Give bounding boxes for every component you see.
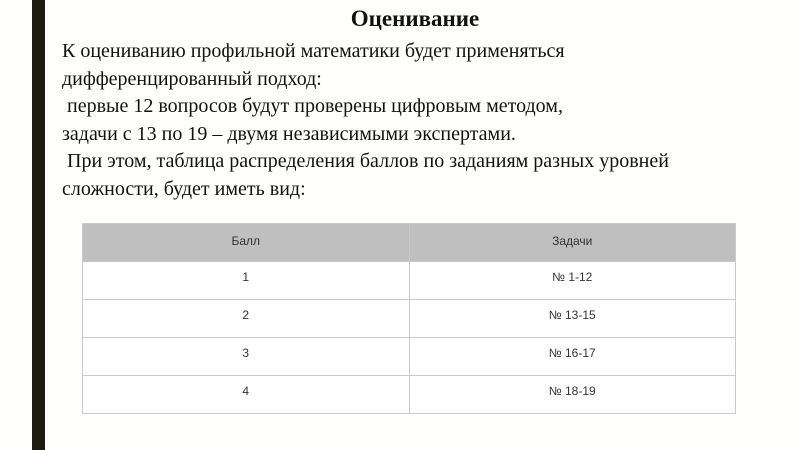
- table-header-row: [83, 224, 736, 262]
- body-line: дифференцированный подход:: [62, 67, 322, 90]
- cell-tasks: № 13-15: [409, 300, 736, 338]
- header-score: Балл: [83, 224, 410, 262]
- table-row: [83, 376, 736, 414]
- body-line: первые 12 вопросов будут проверены цифровым методом,: [62, 95, 563, 117]
- table-row: [83, 262, 736, 300]
- header-tasks: Задачи: [409, 224, 736, 262]
- body-line: сложности, будет иметь вид:: [62, 177, 306, 200]
- cell-tasks: № 1-12: [409, 262, 736, 300]
- cell-tasks: № 16-17: [409, 338, 736, 376]
- slide-body: [62, 38, 792, 203]
- slide-title: Оценивание: [350, 6, 480, 31]
- body-line: задачи с 13 по 19 – двумя независимыми экспертами.: [62, 122, 516, 145]
- cell-score: 4: [83, 376, 410, 414]
- cell-score: 3: [83, 338, 410, 376]
- cell-tasks: № 18-19: [409, 376, 736, 414]
- table-row: [83, 338, 736, 376]
- body-line: При этом, таблица распределения баллов по заданиям разных уровней: [62, 150, 669, 172]
- cell-score: 2: [83, 300, 410, 338]
- table-row: [83, 300, 736, 338]
- body-line: К оцениванию профильной математики будет применяться: [62, 40, 565, 62]
- score-table-container: [82, 223, 736, 414]
- cell-score: 1: [83, 262, 410, 300]
- accent-bar: [32, 0, 45, 450]
- score-table: [82, 223, 736, 414]
